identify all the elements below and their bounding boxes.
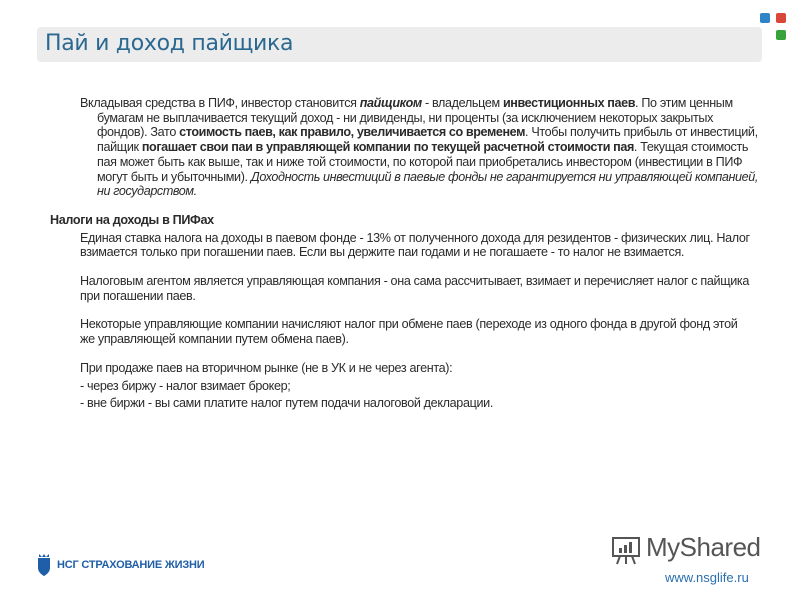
intro-text: . По этим ценным бумагам не выплачивается текущий доход - ни дивиденды, ни проценты (за исключением некоторых закрытых фондов). Зато xyxy=(97,96,733,140)
tax-paragraph: Единая ставка налога на доходы в паевом фонде - 13% от полученного дохода для резидентов - физических лиц. Налог взимается только при погашении паев. Если вы держите паи годами и не погашаете - то налог не взимается. xyxy=(80,230,750,260)
intro-text: . Чтобы получить прибыль от инвестиций, пайщик xyxy=(97,125,758,155)
intro-italic: Доходность инвестиций в паевые фонды не гарантируется ни управляющей компанией, ни государством. xyxy=(97,169,758,199)
tax-paragraph: Налоговым агентом является управляющая компания - она сама рассчитывает, взимает и перечисляет налог с пайщика при погашении паев. xyxy=(80,274,749,303)
intro-text: - владельцем xyxy=(421,96,503,110)
tax-heading: Налоги на доходы в ПИФах xyxy=(50,212,214,227)
presentation-board-icon xyxy=(610,534,642,566)
slide-title: Пай и доход пайщика xyxy=(45,31,294,56)
intro-bold: стоимость паев, как правило, увеличивается со временем xyxy=(179,125,526,140)
decor-square-blue xyxy=(760,13,770,23)
title-bar xyxy=(37,27,762,62)
secondary-market-item: - вне биржи - вы сами платите налог путем подачи налоговой декларации. xyxy=(80,396,493,411)
intro-text: . Текущая стоимость пая может быть как выше, так и ниже той стоимости, по которой паи приобретались инвестором (инвестиции в ПИФ могут быть и убыточными). xyxy=(97,140,749,184)
intro-emph: пайщиком xyxy=(359,96,422,110)
shield-icon xyxy=(37,553,51,577)
watermark: MyShared xyxy=(646,532,761,562)
decor-square-green xyxy=(776,30,786,40)
secondary-market-item: - через биржу - налог взимает брокер; xyxy=(80,378,291,393)
company-name: НСГ СТРАХОВАНИЕ ЖИЗНИ xyxy=(57,559,205,571)
slide-content xyxy=(50,96,760,411)
intro-text: Вкладывая средства в ПИФ, инвестор становится xyxy=(80,96,360,110)
secondary-market-lead: При продаже паев на вторичном рынке (не в УК и не через агента): xyxy=(80,360,453,375)
tax-paragraph: Некоторые управляющие компании начисляют налог при обмене паев (переходе из одного фонда в другой фонд этой же управляющей компании путем обмена паев). xyxy=(80,317,738,347)
intro-paragraph xyxy=(80,96,760,199)
intro-bold: погашает свои паи в управляющей компании по текущей расчетной стоимости пая xyxy=(141,140,634,155)
intro-bold: инвестиционных паев xyxy=(502,96,636,110)
website-link[interactable]: www.nsglife.ru xyxy=(665,570,749,585)
decor-square-red xyxy=(776,13,786,23)
company-logo xyxy=(37,553,204,577)
